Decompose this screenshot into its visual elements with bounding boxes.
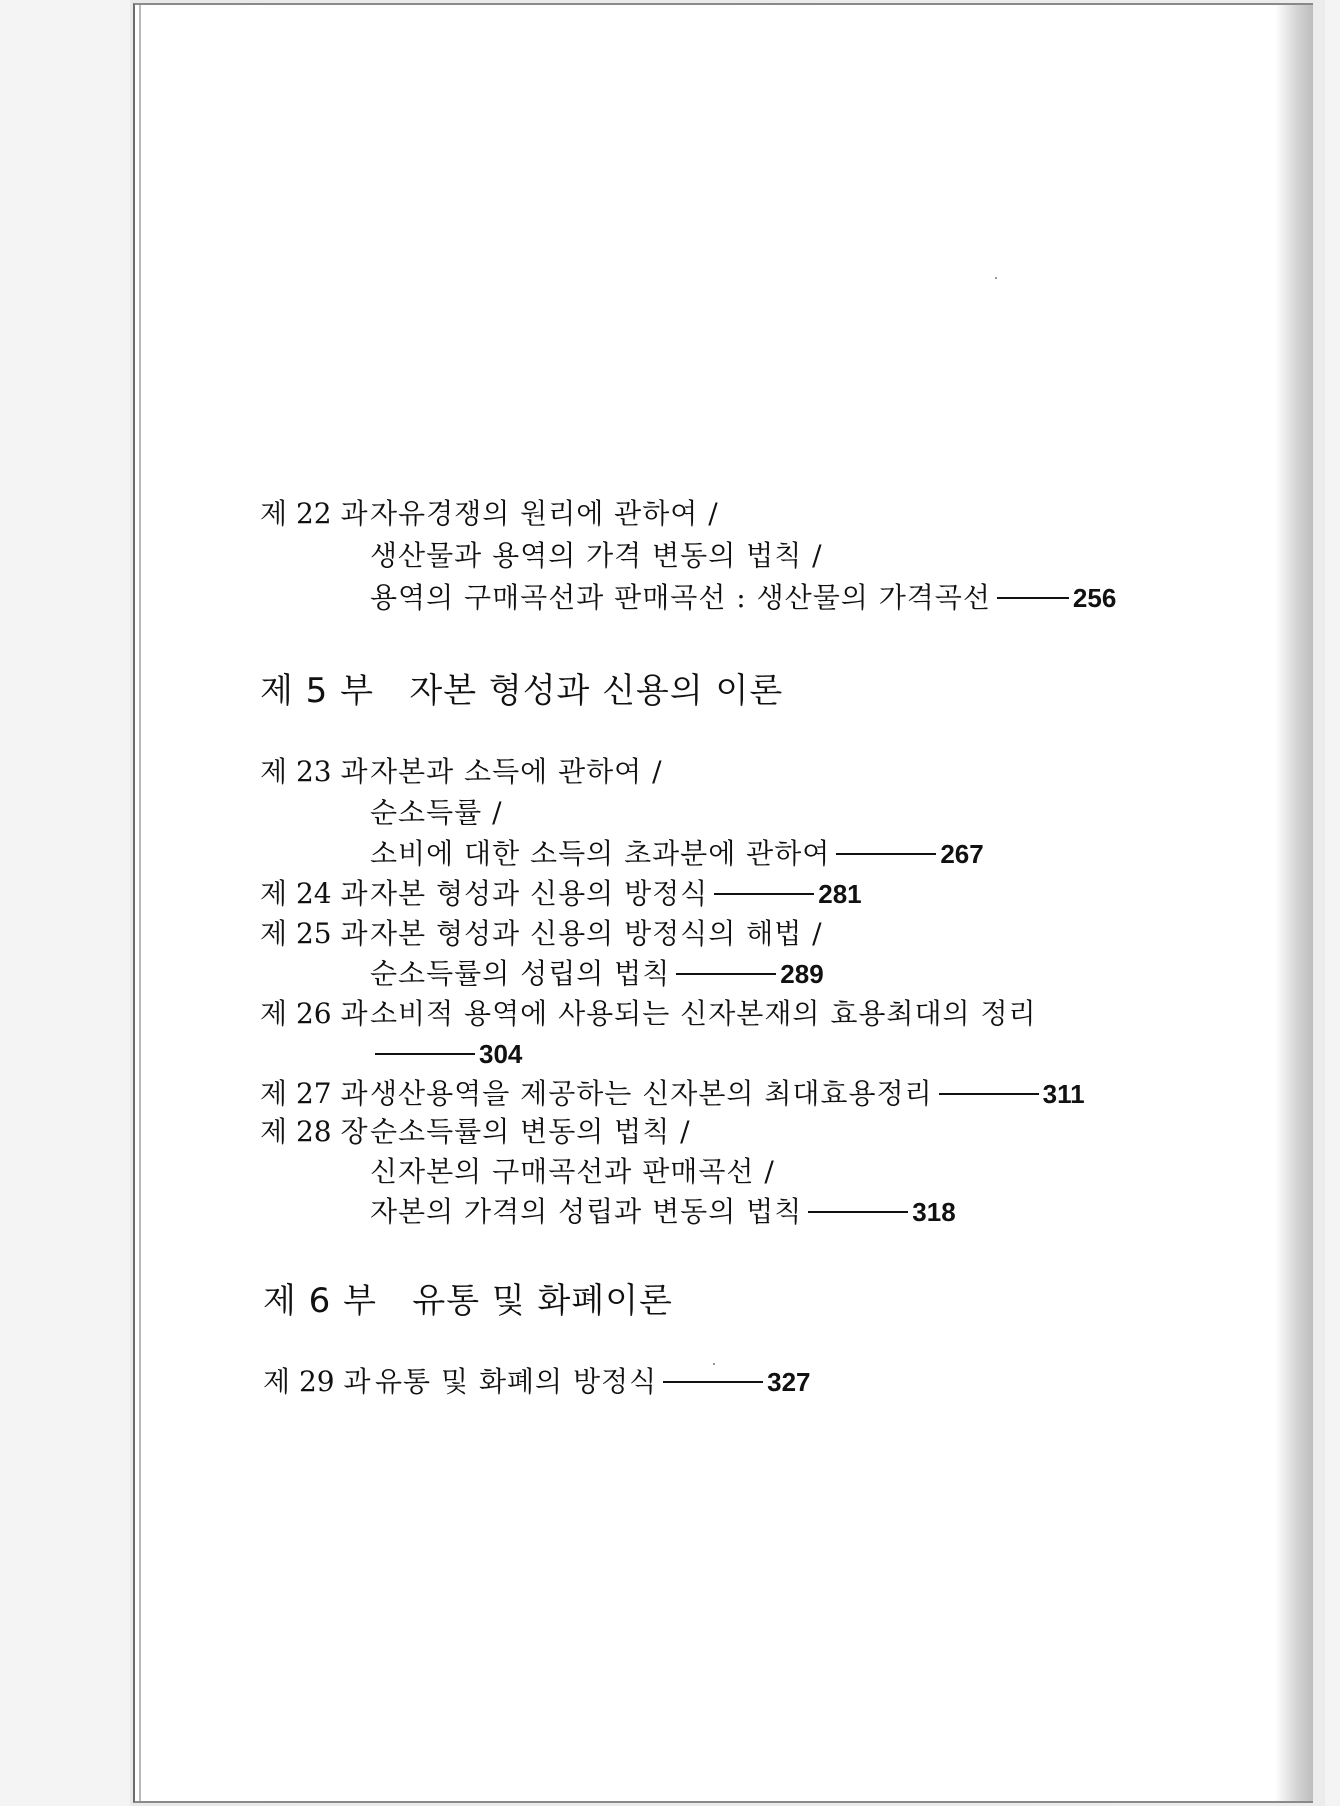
toc-entry-label: 제 22 과 — [260, 497, 368, 530]
toc-entry-line: 순소득률 / — [370, 796, 503, 829]
page-number: 311 — [1042, 1079, 1085, 1109]
dot-leader — [663, 1381, 763, 1383]
toc-entry-line: 자본의 가격의 성립과 변동의 법칙 318 — [370, 1195, 956, 1228]
toc-entry-label: 제 25 과 — [260, 917, 368, 950]
part-heading — [260, 671, 783, 711]
part-title: 유통 및 화폐이론 — [412, 1281, 673, 1321]
toc-entry-label: 제 23 과 — [260, 755, 368, 788]
dot-leader — [714, 893, 814, 895]
page-number: 289 — [780, 959, 824, 989]
part-title: 자본 형성과 신용의 이론 — [409, 671, 784, 711]
part-heading — [263, 1281, 673, 1321]
page-number: 256 — [1072, 583, 1117, 613]
page-number: 304 — [479, 1039, 523, 1069]
toc-entry-line: 소비적 용역에 사용되는 신자본재의 효용최대의 정리 — [370, 997, 1037, 1030]
toc-entry-label: 제 24 과 — [260, 877, 368, 910]
toc-entry-label: 제 28 장 — [260, 1115, 368, 1148]
dot-leader — [676, 973, 776, 975]
toc-entry-line: 순소득률의 성립의 법칙 289 — [370, 957, 824, 990]
toc-entry-line: 생산용역을 제공하는 신자본의 최대효용정리 311 — [370, 1077, 1085, 1110]
table-of-contents — [135, 5, 1313, 1801]
toc-entry-line: 생산물과 용역의 가격 변동의 법칙 / — [370, 539, 823, 572]
toc-entry-label: 제 26 과 — [260, 997, 368, 1030]
toc-entry-line: 자유경쟁의 원리에 관하여 / — [370, 497, 719, 530]
toc-entry-label: 제 27 과 — [260, 1077, 368, 1110]
page-number: 281 — [818, 879, 862, 909]
toc-entry-line: 순소득률의 변동의 법칙 / — [370, 1115, 691, 1148]
toc-entry-line: 용역의 구매곡선과 판매곡선 : 생산물의 가격곡선 256 — [370, 581, 1117, 614]
toc-entry-line: 자본 형성과 신용의 방정식의 해법 / — [370, 917, 823, 950]
toc-entry-line — [375, 1037, 522, 1071]
dot-leader — [939, 1093, 1039, 1095]
toc-entry-line: 소비에 대한 소득의 초과분에 관하여 267 — [370, 837, 984, 870]
dot-leader — [808, 1211, 908, 1213]
toc-entry-label: 제 29 과 — [263, 1365, 371, 1398]
toc-entry-line: 신자본의 구매곡선과 판매곡선 / — [370, 1155, 775, 1188]
dot-leader — [375, 1053, 475, 1055]
toc-entry-line: 자본과 소득에 관하여 / — [370, 755, 663, 788]
toc-entry-line: 자본 형성과 신용의 방정식 281 — [370, 877, 862, 910]
part-label: 제 5 부 — [260, 671, 374, 711]
book-page — [133, 3, 1313, 1803]
dot-leader — [836, 853, 936, 855]
toc-entry-line: 유통 및 화폐의 방정식 327 — [375, 1365, 811, 1398]
page-number: 267 — [940, 839, 984, 869]
page-number: 327 — [767, 1367, 811, 1397]
part-label: 제 6 부 — [263, 1281, 377, 1321]
page-number: 318 — [912, 1197, 956, 1227]
dot-leader — [997, 597, 1069, 599]
